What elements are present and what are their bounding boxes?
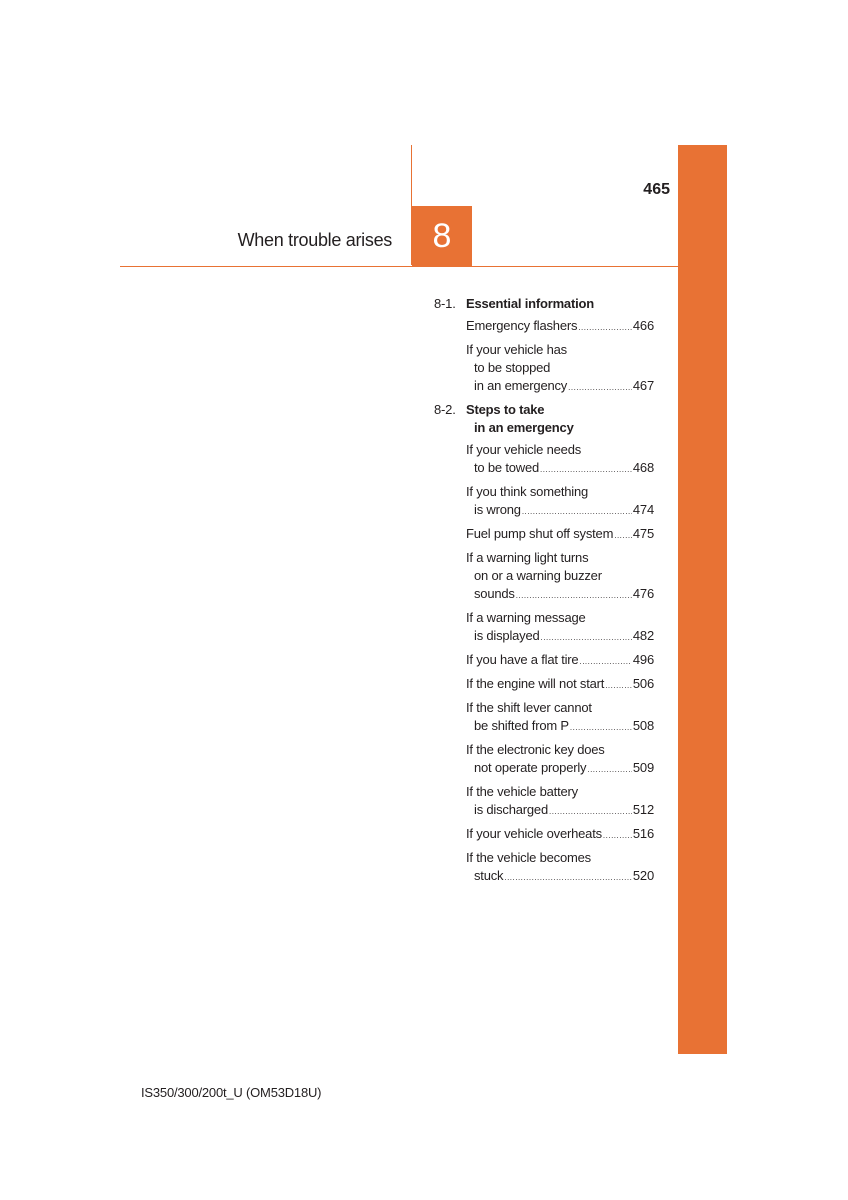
toc-section-title-continued: in an emergency	[474, 420, 574, 435]
toc-dot-leader	[578, 319, 632, 337]
toc-entry[interactable]	[466, 549, 654, 605]
toc-entry-text: be shifted from P	[474, 718, 569, 733]
toc-entry-text: If your vehicle needs	[466, 442, 582, 457]
toc-entry-text: If a warning message	[466, 610, 586, 625]
toc-dot-leader	[504, 869, 632, 887]
toc-page-number: 476	[632, 586, 654, 601]
toc-dot-leader	[614, 527, 632, 545]
toc-page-number: 508	[632, 718, 654, 733]
toc-entry-text: stuck	[474, 868, 504, 883]
toc-entry-text: Emergency flashers	[466, 318, 578, 333]
toc-entry-line	[466, 867, 654, 887]
toc-section-title: Steps to take	[466, 402, 545, 417]
toc-entry[interactable]	[466, 783, 654, 821]
toc-entry-text: If the vehicle battery	[466, 784, 578, 799]
toc-dot-leader	[605, 677, 632, 695]
toc-page-number: 474	[632, 502, 654, 517]
chapter-side-tab	[678, 145, 727, 1054]
toc-entry-line	[466, 585, 654, 605]
toc-dot-leader	[549, 803, 632, 821]
toc-section-number: 8-1.	[434, 296, 456, 311]
toc-entry-text: If your vehicle overheats	[466, 826, 602, 841]
toc-entry-line	[466, 627, 654, 647]
toc-entry[interactable]	[466, 483, 654, 521]
toc-section-number: 8-2.	[434, 402, 456, 417]
toc-entry-line	[466, 525, 654, 545]
toc-entry-line	[466, 459, 654, 479]
toc-page-number: 475	[632, 526, 654, 541]
toc-entry[interactable]	[466, 441, 654, 479]
toc-entry-text: is displayed	[474, 628, 540, 643]
toc-entry-line	[466, 675, 654, 695]
toc-dot-leader	[579, 653, 631, 671]
header-horizontal-rule	[120, 266, 678, 267]
toc-entry[interactable]	[466, 675, 654, 695]
toc-entry[interactable]	[466, 699, 654, 737]
toc-page-number: 520	[632, 868, 654, 883]
toc-entry-text: to be towed	[474, 460, 540, 475]
toc-entry-text: If your vehicle has	[466, 342, 567, 357]
toc-page-number: 496	[632, 652, 654, 667]
toc-entry[interactable]	[466, 317, 654, 337]
toc-page-number: 509	[632, 760, 654, 775]
toc-entry-text: If you think something	[466, 484, 589, 499]
toc-entry-text: If the engine will not start	[466, 676, 605, 691]
toc-entry-line	[466, 759, 654, 779]
toc-entry-text: sounds	[474, 586, 515, 601]
toc-dot-leader	[522, 503, 632, 521]
toc-page-number: 482	[632, 628, 654, 643]
toc-entry-text: is discharged	[474, 802, 548, 817]
toc-page-number: 512	[632, 802, 654, 817]
toc-dot-leader	[541, 629, 632, 647]
toc-entry-text: is wrong	[474, 502, 521, 517]
toc-page-number: 468	[632, 460, 654, 475]
toc-entry-line	[466, 377, 654, 397]
toc-page-number: 516	[632, 826, 654, 841]
toc-dot-leader	[603, 827, 632, 845]
toc-entry-text: on or a warning buzzer	[474, 568, 602, 583]
toc-entry-text: If the electronic key does	[466, 742, 605, 757]
toc-entry[interactable]	[466, 825, 654, 845]
chapter-title: When trouble arises	[237, 230, 392, 250]
toc-dot-leader	[516, 587, 632, 605]
toc-entry-line	[466, 717, 654, 737]
toc-dot-leader	[587, 761, 632, 779]
toc-entry-text: in an emergency	[474, 378, 568, 393]
toc-entry[interactable]	[466, 609, 654, 647]
toc-entry-text: If the shift lever cannot	[466, 700, 592, 715]
toc-section-heading	[434, 401, 654, 419]
toc-entry[interactable]	[466, 741, 654, 779]
chapter-number: 8	[432, 217, 452, 255]
chapter-number-box	[412, 206, 472, 266]
footer-model-code: IS350/300/200t_U (OM53D18U)	[141, 1085, 322, 1100]
toc-section	[434, 295, 654, 397]
toc-entry[interactable]	[466, 849, 654, 887]
toc-page-number: 466	[632, 318, 654, 333]
toc-entry[interactable]	[466, 341, 654, 397]
toc-entry-text: If you have a flat tire	[466, 652, 579, 667]
toc-entry[interactable]	[466, 651, 654, 671]
toc-entry-text: to be stopped	[474, 360, 551, 375]
toc-entry[interactable]	[466, 525, 654, 545]
toc-section-title: Essential information	[466, 296, 594, 311]
toc-entry-text: not operate properly	[474, 760, 587, 775]
toc-entry-line	[466, 801, 654, 821]
toc-dot-leader	[568, 379, 632, 397]
toc-entry-text: If the vehicle becomes	[466, 850, 591, 865]
toc-entry-text: Fuel pump shut off system	[466, 526, 614, 541]
toc-entry-line	[466, 317, 654, 337]
page-number: 465	[643, 181, 670, 198]
toc-entry-line	[466, 651, 654, 671]
toc-dot-leader	[540, 461, 632, 479]
toc-page-number: 467	[632, 378, 654, 393]
toc-entry-line	[466, 825, 654, 845]
table-of-contents	[434, 295, 654, 891]
toc-entry-text: If a warning light turns	[466, 550, 589, 565]
toc-page-number: 506	[632, 676, 654, 691]
toc-dot-leader	[570, 719, 632, 737]
toc-entry-line	[466, 501, 654, 521]
toc-section	[434, 401, 654, 887]
toc-section-heading	[434, 295, 654, 313]
